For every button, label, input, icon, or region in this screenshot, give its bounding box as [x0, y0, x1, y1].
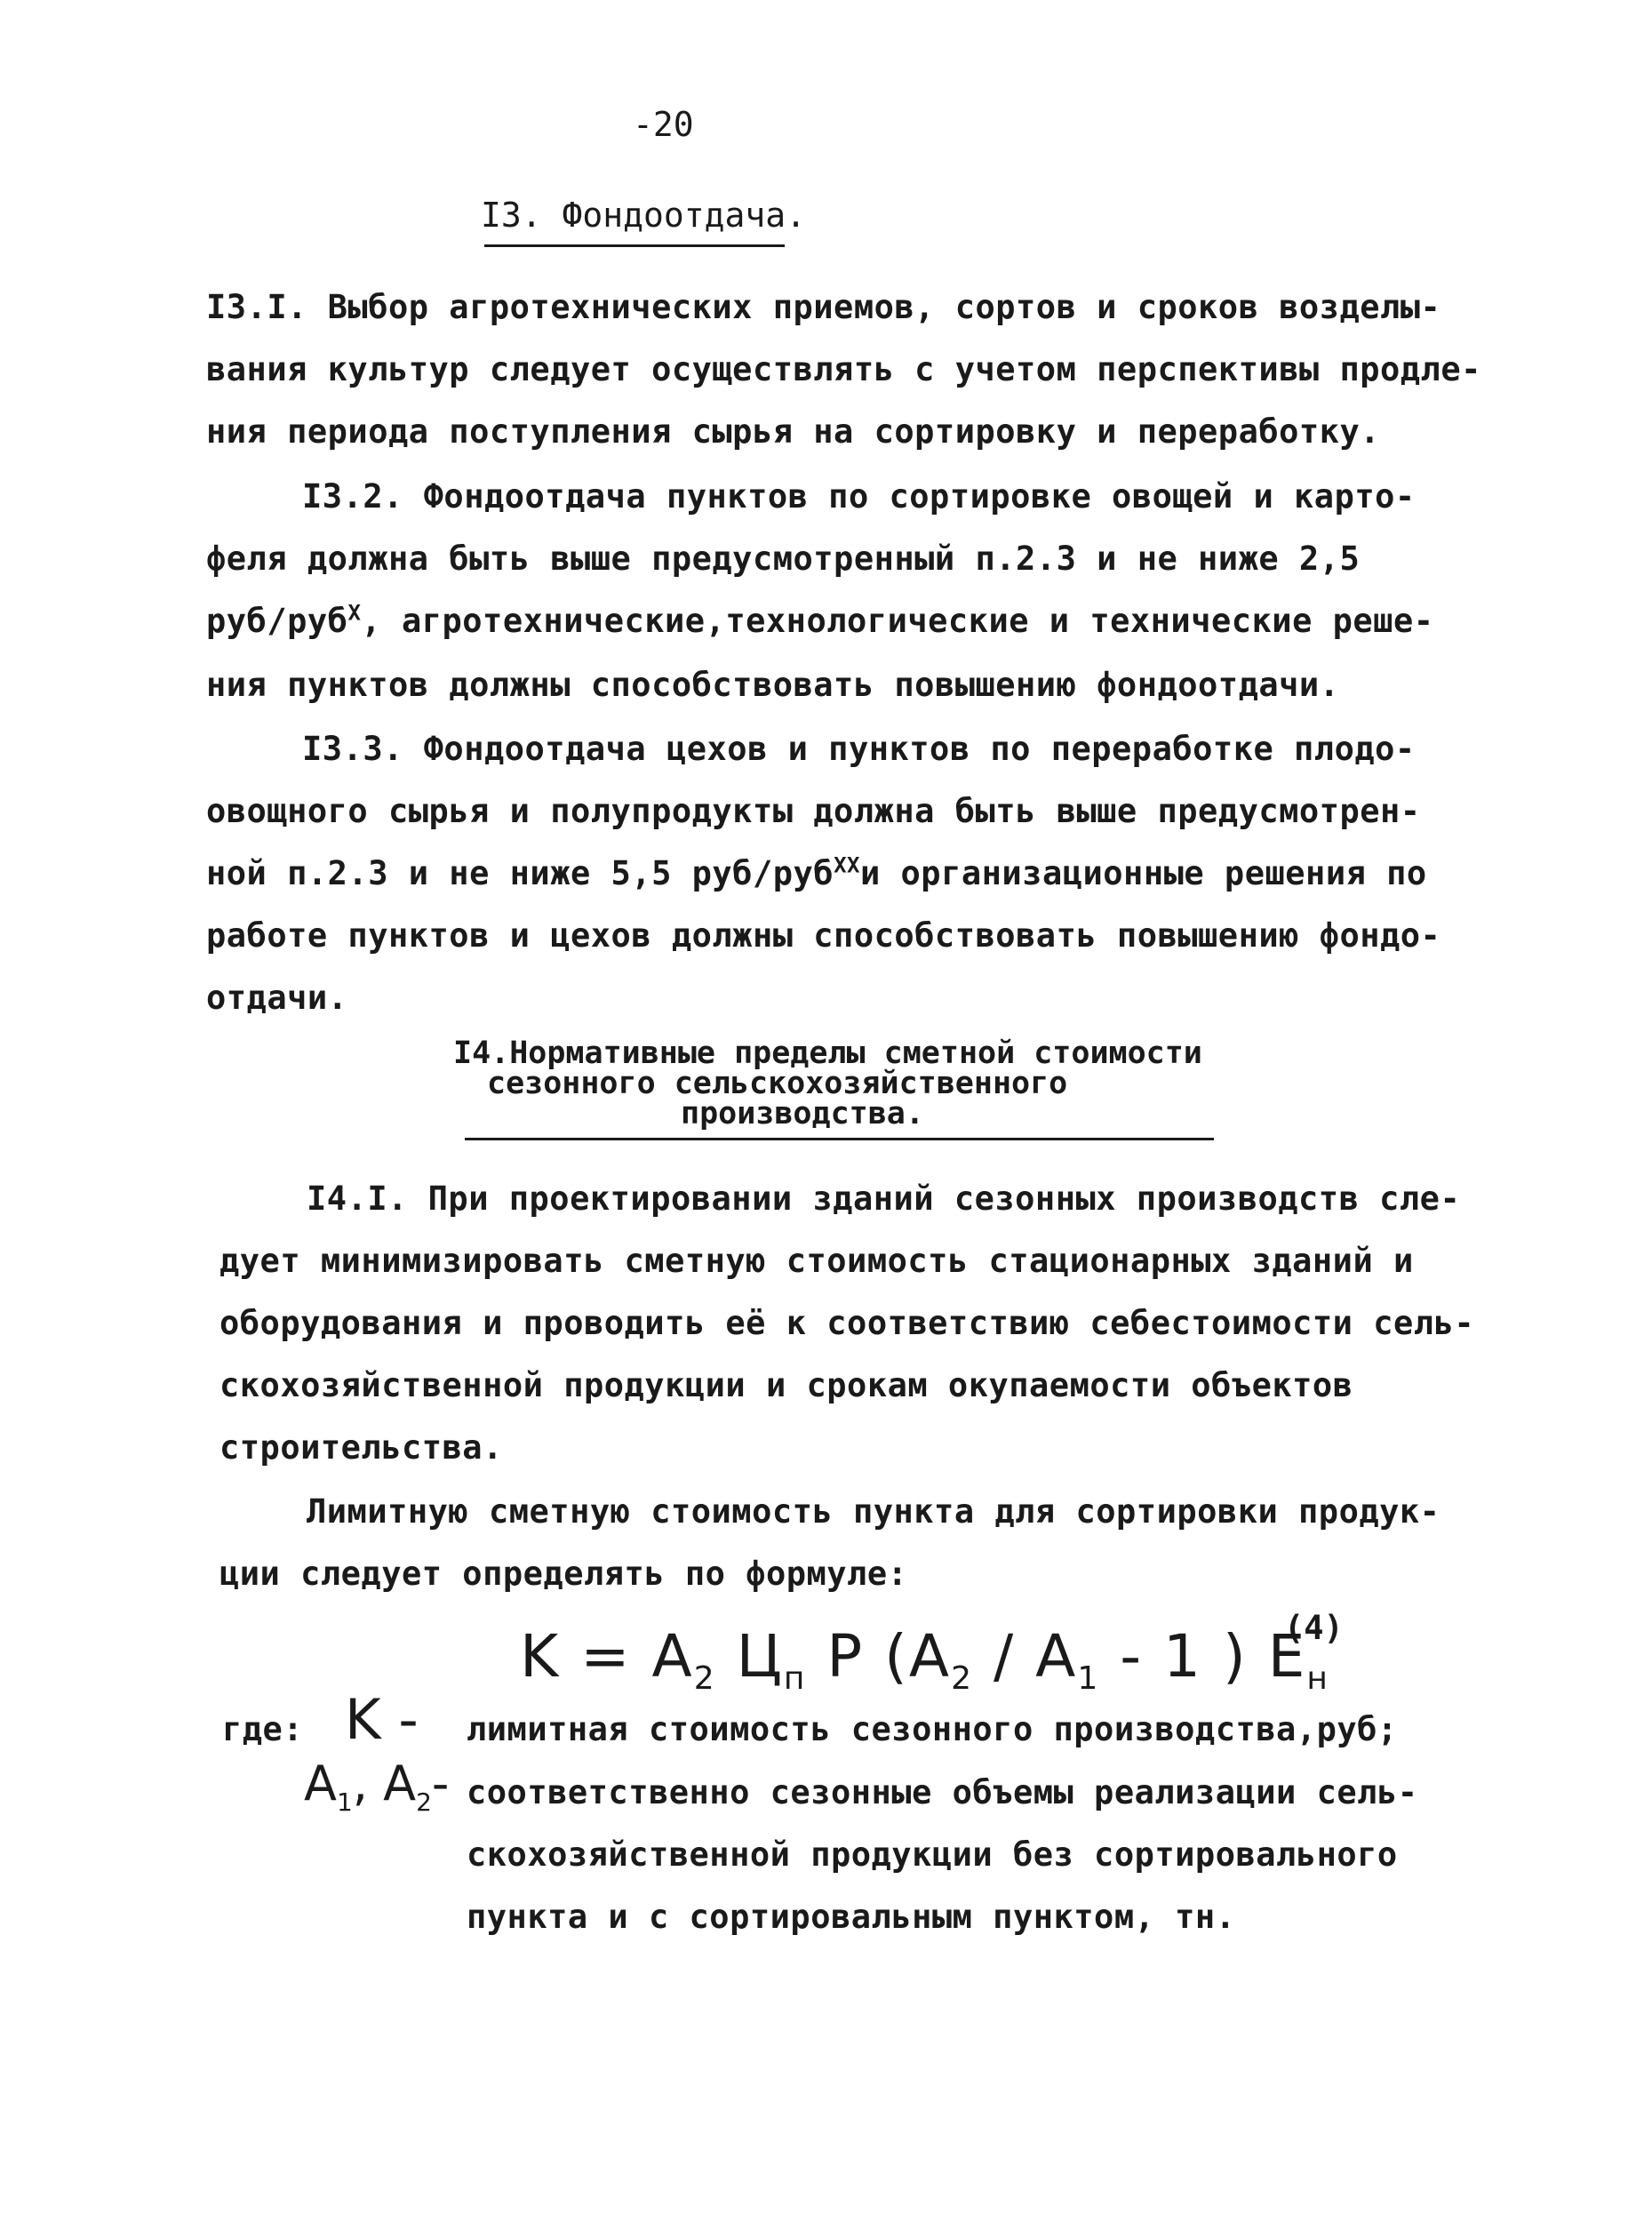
paragraph-14-1-line: оборудования и проводить её к соответствию себестоимости сель-: [219, 1304, 1475, 1342]
paragraph-formula-intro-line: Лимитную сметную стоимость пункта для сортировки продук-: [307, 1492, 1441, 1531]
legend-a-symbol: [304, 1755, 449, 1817]
text-fragment: и организационные решения по: [859, 854, 1427, 892]
formula-part: Ц: [715, 1622, 784, 1691]
legend-a-description-line: соответственно сезонные объемы реализации сель-: [467, 1773, 1418, 1811]
paragraph-13-2-line: I3.2. Фондоотдача пунктов по сортировке овощей и карто-: [302, 477, 1416, 516]
paragraph-14-1-line: дует минимизировать сметную стоимость стационарных зданий и: [219, 1242, 1414, 1280]
section-14-title-line: производства.: [681, 1096, 924, 1131]
text-fragment: ной п.2.3 и не ниже 5,5 руб/руб: [206, 854, 834, 892]
paragraph-14-1-line: строительства.: [219, 1428, 503, 1467]
formula-part: P (A: [806, 1622, 952, 1691]
legend-a-description-line: пункта и с сортировальным пунктом, тн.: [467, 1898, 1236, 1936]
legend-a-part: A: [304, 1755, 337, 1811]
formula-4: [520, 1622, 1329, 1697]
section-14-title-line: I4.Нормативные пределы сметной стоимости: [453, 1036, 1202, 1071]
paragraph-14-1-line: I4.I. При проектировании зданий сезонных производств сле-: [307, 1179, 1461, 1218]
paragraph-13-3-line: работе пунктов и цехов должны способствовать повышению фондо-: [206, 916, 1441, 955]
section-13-underline: [484, 244, 785, 247]
legend-a-part: , A: [352, 1755, 417, 1811]
formula-subscript: п: [783, 1660, 807, 1698]
footnote-mark: XX: [834, 852, 860, 878]
paragraph-13-2-line: ния пунктов должны способствовать повышению фондоотдачи.: [206, 666, 1340, 704]
paragraph-13-3-line: [206, 852, 1427, 892]
section-14-underline: [465, 1138, 1214, 1140]
text-fragment: , агротехнические,технологические и технические реше-: [361, 602, 1434, 640]
formula-part: - 1 ) E: [1099, 1622, 1307, 1691]
paragraph-13-2-line: феля должна быть выше предусмотренный п.2.3 и не ниже 2,5: [206, 540, 1361, 578]
formula-number: (4): [1284, 1609, 1344, 1647]
section-14-title-line: сезонного сельскохозяйственного: [487, 1066, 1068, 1101]
formula-subscript: 1: [1077, 1660, 1100, 1698]
paragraph-13-1-line: I3.I. Выбор агротехнических приемов, сортов и сроков возделы-: [206, 288, 1441, 326]
paragraph-13-3-line: отдачи.: [206, 979, 348, 1017]
paragraph-13-1-line: ния периода поступления сырья на сортировку и переработку.: [206, 412, 1381, 451]
paragraph-13-2-line: [206, 600, 1434, 640]
formula-subscript: 2: [951, 1660, 973, 1698]
paragraph-14-1-line: скохозяйственной продукции и срокам окупаемости объектов: [219, 1366, 1353, 1404]
page-number: -20: [633, 105, 694, 144]
legend-k-symbol: K -: [345, 1687, 419, 1752]
legend-a-part: -: [431, 1755, 450, 1811]
legend-where-label: где:: [222, 1710, 304, 1748]
legend-a-description-line: скохозяйственной продукции без сортировального: [467, 1835, 1398, 1874]
paragraph-formula-intro-line: ции следует определять по формуле:: [219, 1555, 908, 1593]
paragraph-13-3-line: I3.3. Фондоотдача цехов и пунктов по переработке плодо-: [302, 730, 1416, 768]
formula-subscript: н: [1306, 1660, 1329, 1698]
paragraph-13-1-line: вания культур следует осуществлять с учетом перспективы продле-: [206, 350, 1481, 388]
text-fragment: руб/руб: [206, 602, 348, 640]
section-13-title: I3. Фондоотдача.: [481, 196, 807, 235]
formula-part: K = A: [520, 1622, 694, 1691]
legend-a-subscript: 1: [336, 1787, 353, 1817]
legend-k-description: лимитная стоимость сезонного производства,руб;: [467, 1710, 1398, 1748]
formula-subscript: 2: [693, 1660, 716, 1698]
legend-a-subscript: 2: [416, 1787, 432, 1817]
footnote-mark: X: [347, 600, 362, 626]
formula-part: / A: [972, 1622, 1078, 1691]
paragraph-13-3-line: овощного сырья и полупродукты должна быть выше предусмотрен-: [206, 792, 1421, 830]
